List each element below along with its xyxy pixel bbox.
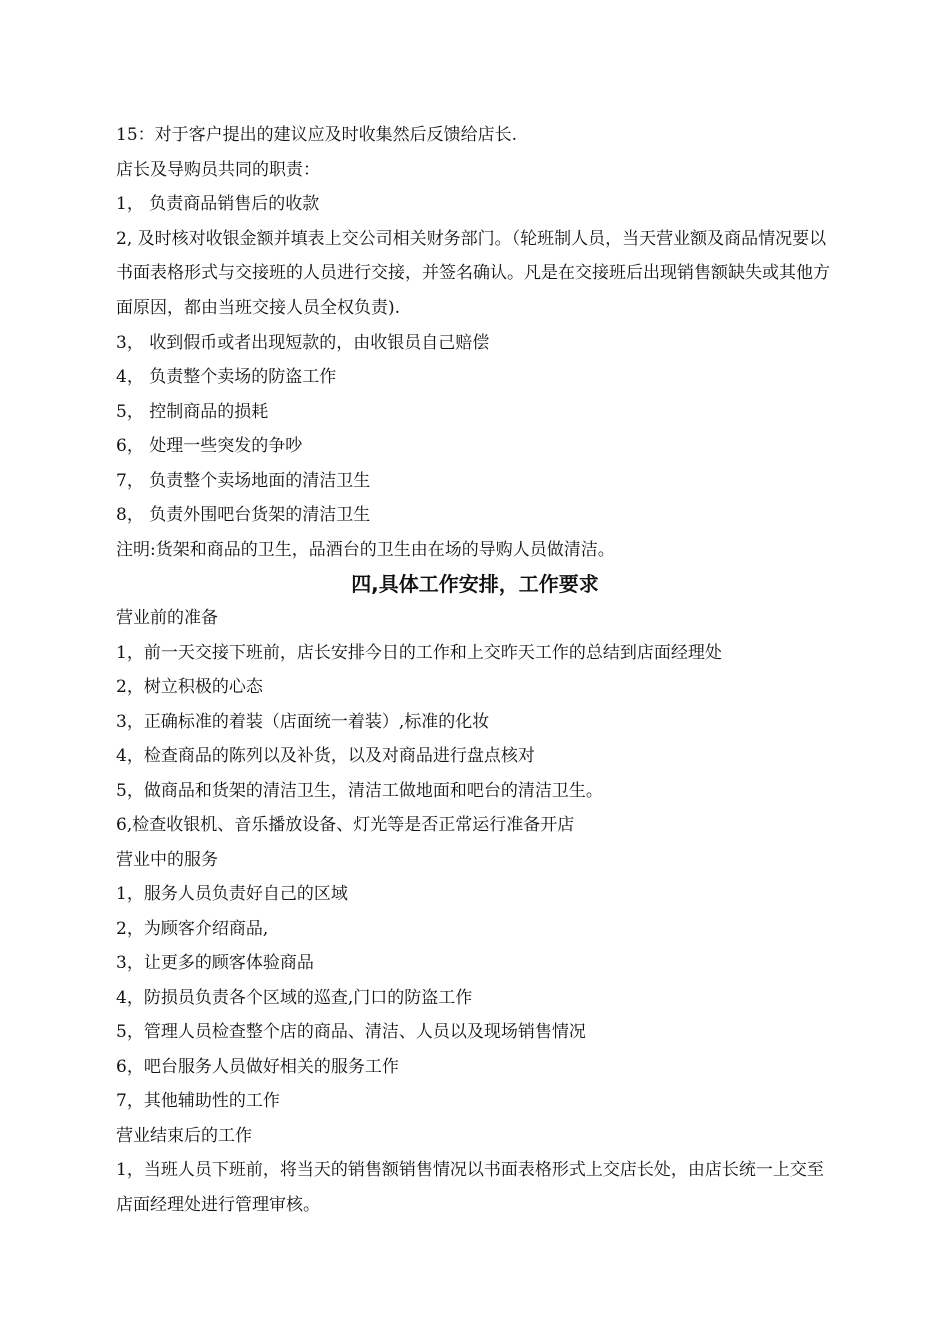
list-item: 1，服务人员负责好自己的区域 [116, 884, 348, 904]
note-line: 注明:货架和商品的卫生，品酒台的卫生由在场的导购人员做清洁。 [116, 539, 615, 560]
subsection-title-during: 营业中的服务 [116, 849, 218, 870]
list-item: 7，其他辅助性的工作 [116, 1091, 280, 1111]
list-item: 6，吧台服务人员做好相关的服务工作 [116, 1056, 399, 1077]
list-item: 1，前一天交接下班前，店长安排今日的工作和上交昨天工作的总结到店面经理处 [116, 642, 722, 663]
list-item: 1，当班人员下班前，将当天的销售额销售情况以书面表格形式上交店长处，由店长统一上交至店面经理处进行管理审核。 [116, 1160, 824, 1215]
subsection-title-after: 营业结束后的工作 [116, 1125, 252, 1146]
list-item: 5，做商品和货架的清洁卫生，清洁工做地面和吧台的清洁卫生。 [116, 780, 603, 801]
duty-item: 8， 负责外围吧台货架的清洁卫生 [116, 505, 371, 525]
list-item: 4，防损员负责各个区域的巡查,门口的防盗工作 [116, 987, 473, 1008]
duty-item: 1， 负责商品销售后的收款 [116, 194, 320, 214]
duty-item: 6， 处理一些突发的争吵 [116, 436, 303, 456]
list-item: 3，正确标准的着装（店面统一着装）,标准的化妆 [116, 711, 490, 732]
duties-heading: 店长及导购员共同的职责： [116, 159, 320, 180]
subsection-title-before: 营业前的准备 [116, 608, 218, 628]
list-item: 2，为顾客介绍商品, [116, 918, 269, 939]
document-body [116, 118, 834, 1222]
text-line: 15：对于客户提出的建议应及时收集然后反馈给店长. [116, 125, 518, 145]
list-item: 3，让更多的顾客体验商品 [116, 953, 314, 973]
duty-item: 4， 负责整个卖场的防盗工作 [116, 367, 337, 387]
list-item: 2，树立积极的心态 [116, 677, 263, 697]
list-item: 4，检查商品的陈列以及补货，以及对商品进行盘点核对 [116, 746, 535, 766]
duty-item: 3， 收到假币或者出现短款的，由收银员自己赔偿 [116, 332, 490, 353]
duty-item: 2, 及时核对收银金额并填表上交公司相关财务部门。（轮班制人员，当天营业额及商品情况要以书面表格形式与交接班的人员进行交接，并签名确认。凡是在交接班后出现销售额缺失或其他方面原因，都由当班交接人员全权负责). [116, 228, 830, 318]
list-item: 6,检查收银机、音乐播放设备、灯光等是否正常运行准备开店 [116, 815, 575, 835]
section-heading: 四,具体工作安排，工作要求 [351, 572, 599, 596]
duty-item: 7， 负责整个卖场地面的清洁卫生 [116, 470, 371, 491]
duty-item: 5， 控制商品的损耗 [116, 401, 269, 422]
list-item: 5，管理人员检查整个店的商品、清洁、人员以及现场销售情况 [116, 1022, 586, 1042]
